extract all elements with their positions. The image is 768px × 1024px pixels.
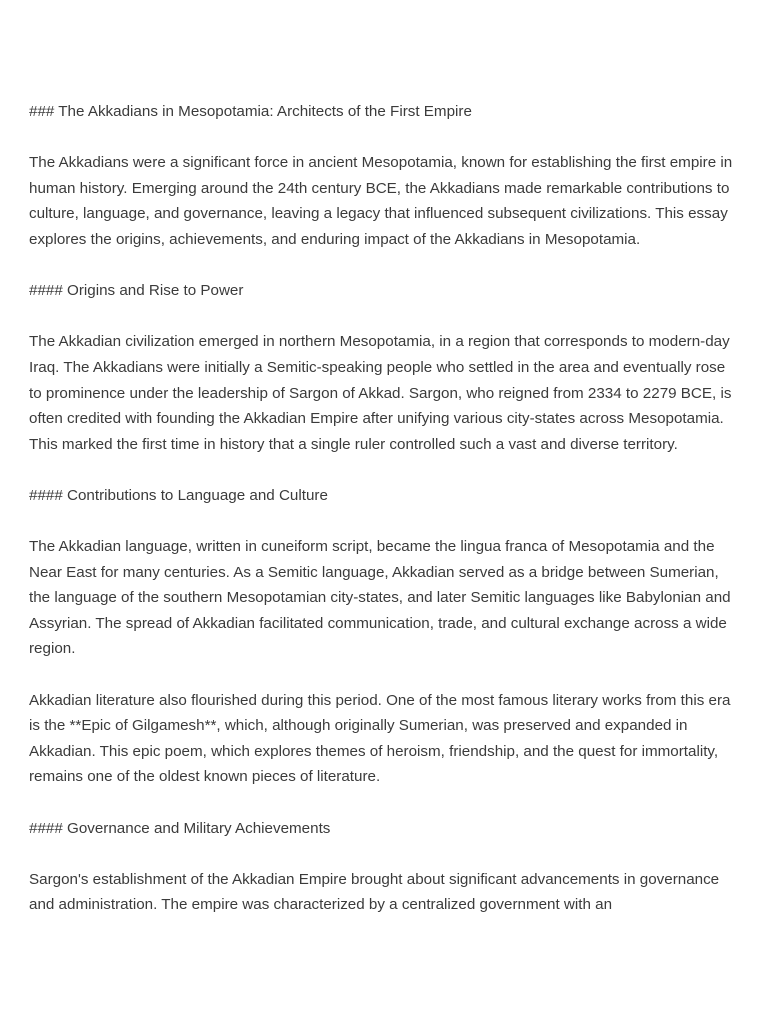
language-paragraph: The Akkadian language, written in cuneiform script, became the lingua franca of Mesopotamia and the Near East for many centuries. As a Semitic language, Akkadian served as a bridge between Sumerian, the language of the southern Mesopotamian city-states, and later Semitic languages like Babylonian and Assyrian. The spread of Akkadian facilitated communication, trade, and cultural exchange across a wide region. — [29, 538, 731, 658]
section-heading-origins: #### Origins and Rise to Power — [29, 282, 244, 300]
document-title: ### The Akkadians in Mesopotamia: Architects of the First Empire — [29, 103, 472, 120]
origins-paragraph: The Akkadian civilization emerged in northern Mesopotamia, in a region that corresponds to modern-day Iraq. The Akkadians were initially a Semitic-speaking people who settled in the area and eventually rose to prominence under the leadership of Sargon of Akkad. Sargon, who reigned from 2334 to 2279 BCE, is often credited with founding the Akkadian Empire after unifying various city-states across Mesopotamia. This marked the first time in history that a single ruler controlled such a vast and diverse territory. — [29, 333, 732, 453]
intro-paragraph: The Akkadians were a significant force in ancient Mesopotamia, known for establishing the first empire in human history. Emerging around the 24th century BCE, the Akkadians made remarkable contributions to culture, language, and governance, leaving a legacy that influenced subsequent civilizations. This essay explores the origins, achievements, and enduring impact of the Akkadians in Mesopotamia. — [29, 154, 733, 248]
literature-paragraph: Akkadian literature also flourished during this period. One of the most famous literary works from this era is the **Epic of Gilgamesh**, which, although originally Sumerian, was preserved and expanded in Akkadian. This epic poem, which explores themes of heroism, friendship, and the quest for immortality, remains one of the oldest known pieces of literature. — [29, 691, 731, 786]
governance-paragraph: Sargon's establishment of the Akkadian Empire brought about significant advancements in governance and administration. The empire was characterized by a centralized government with an — [29, 870, 720, 914]
section-heading-language: #### Contributions to Language and Culture — [29, 486, 328, 504]
section-heading-governance: #### Governance and Military Achievements — [29, 819, 331, 837]
document-body — [29, 99, 741, 944]
